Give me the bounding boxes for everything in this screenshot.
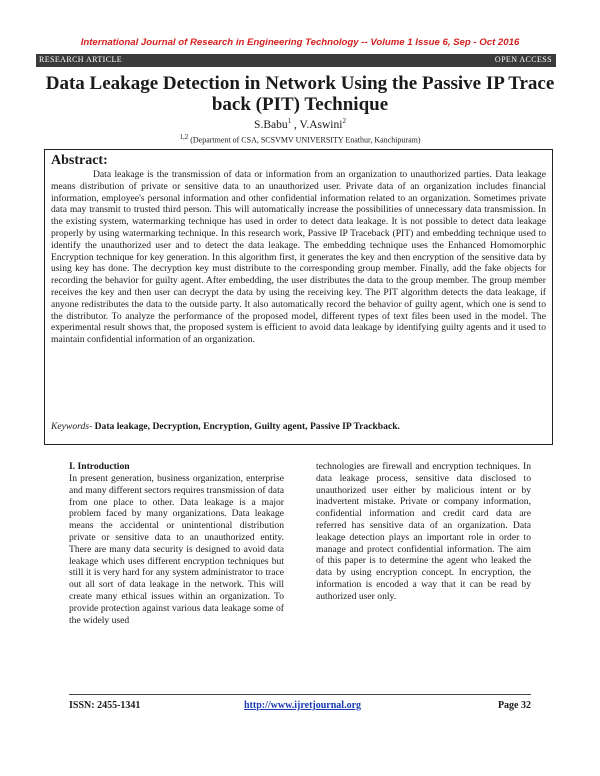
article-banner	[36, 54, 556, 67]
author-2-affiliation-mark: 2	[342, 117, 346, 125]
affiliation-text: (Department of CSA, SCSVMV UNIVERSITY Enathur, Kanchipuram)	[188, 135, 421, 145]
keywords-line	[51, 421, 400, 432]
author-2: V.Aswini	[299, 118, 343, 131]
author-separator: ,	[291, 118, 300, 131]
intro-paragraph-left: In present generation, business organization, enterprise and many different sectors requires transmission of data from one place to other. Data leakage is a major problem faced by many organizations. Data leakage means the accidental or unintentional distribution private or sensitive data to an unauthorized entity. There are many data security is designed to avoid data leakage which uses different encryption techniques but still it is very hard for any system administrator to trace out all sort of data leakage in the network. This will create many ethical issues within an organization. To provide protection against various data leakage some of the widely used	[69, 473, 284, 626]
body-column-left	[69, 461, 284, 626]
article-type-label: RESEARCH ARTICLE	[39, 55, 123, 64]
journal-header: International Journal of Research in Engineering Technology -- Volume 1 Issue 6, Sep - Oct 2016	[80, 37, 520, 48]
abstract-text: Data leakage is the transmission of data or information from an organization to unauthorized parties. Data leakage means distribution of private or sensitive data to an unauthorized user. Private data of an organization includes financial information, employee's personal information and other confidential information related to an organization. Sometimes private data may transmit to trusted third person. This will automatically increase the possibilities of unnecessary data transmission. In the existing system, watermarking technique has used in order to detect data leakage. It is not possible to detect data leakage properly by using watermarking technique. In this research work, Passive IP Traceback (PIT) and embedding technique used to identify the unauthorized user and to detect the data leakage. The embedding technique uses the Enhanced Homomorphic Encryption technique for key generation. In this algorithm first, it generates the key and then encryption of the sensitive data by using key has done. The decryption key must distribute to the corresponding group member. Finally, add the fake objects for recording the behavior for guilty agent. After embedding, the user distributes the data to the group member. The group member receives the key and then user can decrypt the data by using the receiving key. The PIT algorithm detects the data leakage, if anyone redistributes the data to the outside party. It also automatically record the behavior of guilty agent, which one is send to the distributor. To analyze the performance of the proposed model, different types of text files been used in the model. The experimental result shows that, the proposed system is efficient to avoid data leakage by identifying guilty agents and it used to maintain confidential information of an organization.	[51, 169, 546, 346]
abstract-box	[44, 149, 553, 445]
keywords-label: Keywords-	[51, 421, 95, 432]
keywords-list: Data leakage, Decryption, Encryption, Guilty agent, Passive IP Trackback.	[94, 421, 400, 432]
journal-url-link[interactable]: http://www.ijretjournal.org	[244, 700, 362, 711]
author-1: S.Babu	[254, 118, 288, 131]
issn-label: ISSN: 2455-1341	[69, 700, 141, 711]
abstract-heading: Abstract:	[51, 153, 108, 168]
affiliation-line	[0, 133, 600, 145]
page-footer	[69, 700, 531, 714]
section-title: I. Introduction	[69, 461, 130, 472]
page-number: Page 32	[497, 700, 531, 711]
author-line	[0, 117, 600, 131]
author-1-affiliation-mark: 1	[287, 117, 292, 125]
footer-divider	[69, 694, 531, 695]
affiliation-mark: 1,2	[179, 133, 189, 141]
open-access-label: OPEN ACCESS	[494, 55, 552, 64]
paper-title: Data Leakage Detection in Network Using the Passive IP Trace back (PIT) Technique	[45, 73, 555, 115]
intro-paragraph-right: technologies are firewall and encryption techniques. In data leakage process, sensitive data disclosed to unauthorized user either by malicious intent or by inadvertent mistake. Private or company information, confidential information and credit card data are referred has sensitive data of an organization. Data leakage detection plays an important role in order to manage and protect confidential information. The aim of this paper is to determine the agent who leaked the data by using encryption concept. In encryption, the information is encoded a way that it can be read by authorized user only.	[316, 461, 531, 602]
body-column-right	[316, 461, 531, 603]
